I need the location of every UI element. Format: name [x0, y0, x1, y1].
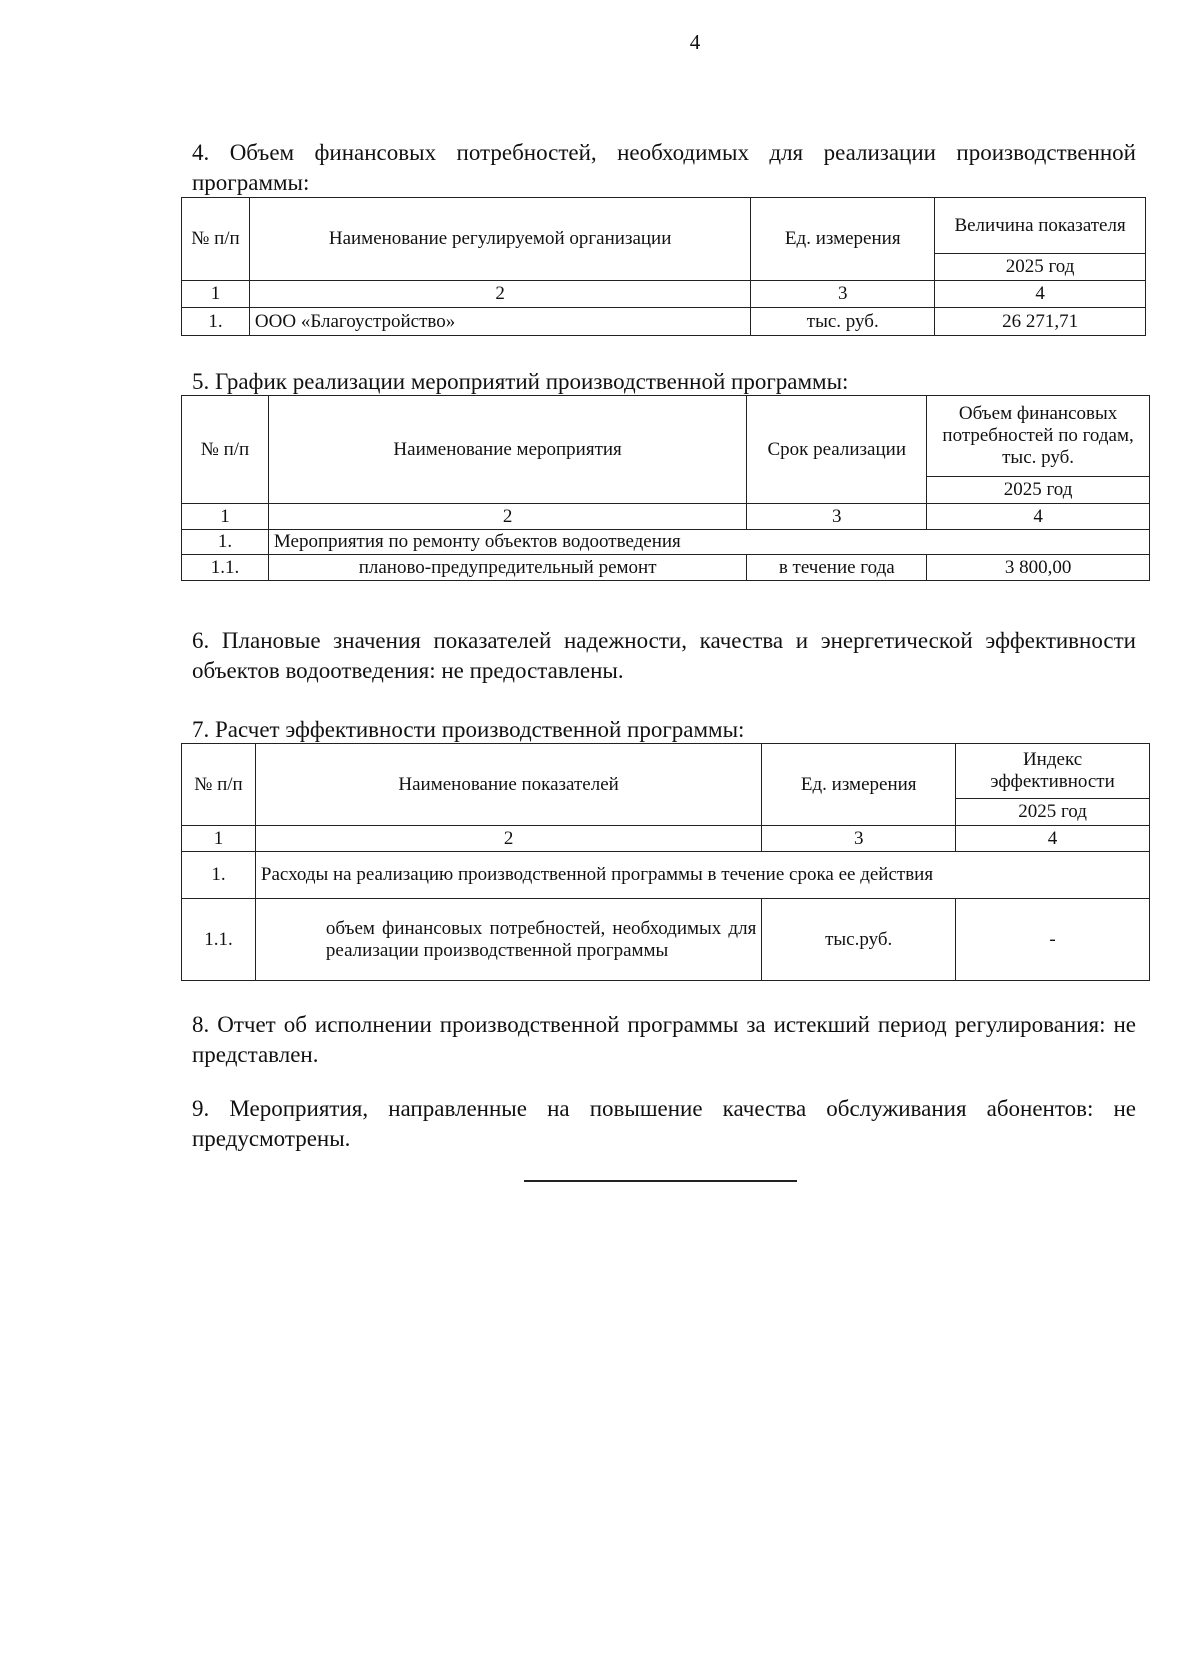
- row-num: 1.: [182, 530, 269, 555]
- unit: тыс.руб.: [762, 899, 956, 981]
- row-num: 1.1.: [182, 555, 269, 581]
- header-unit: Ед. измерения: [751, 198, 935, 281]
- header-term: Срок реализации: [747, 396, 927, 504]
- group-title: Мероприятия по ремонту объектов водоотведения: [268, 530, 1149, 555]
- table-row: [182, 308, 1146, 336]
- section-4-title: 4. Объем финансовых потребностей, необходимых для реализации производственной программы:: [192, 140, 1136, 195]
- header-org-name: Наименование регулируемой организации: [249, 198, 750, 281]
- col-number: 2: [268, 504, 746, 530]
- header-year: 2025 год: [935, 254, 1146, 281]
- column-numbers-row: [182, 281, 1146, 308]
- header-num: № п/п: [182, 198, 250, 281]
- row-num: 1.: [182, 852, 256, 899]
- col-number: 1: [182, 826, 256, 852]
- financial-needs-table: [181, 197, 1146, 336]
- unit: тыс. руб.: [751, 308, 935, 336]
- col-number: 3: [762, 826, 956, 852]
- section-6-text: 6. Плановые значения показателей надежности, качества и энергетической эффективности объектов водоотведения: не предоставлены.: [192, 628, 1136, 683]
- header-measure-name: Наименование мероприятия: [268, 396, 746, 504]
- section-9-text: 9. Мероприятия, направленные на повышение качества обслуживания абонентов: не предусмотрены.: [192, 1096, 1136, 1151]
- group-row: [182, 852, 1150, 899]
- group-row: [182, 530, 1150, 555]
- col-number: 4: [935, 281, 1146, 308]
- col-number: 2: [249, 281, 750, 308]
- term: в течение года: [747, 555, 927, 581]
- end-divider: [524, 1180, 797, 1182]
- row-num: 1.1.: [182, 899, 256, 981]
- header-indicator-name: Наименование показателей: [255, 744, 761, 826]
- schedule-table: [181, 395, 1150, 581]
- header-num: № п/п: [182, 396, 269, 504]
- header-num: № п/п: [182, 744, 256, 826]
- table-row: [182, 899, 1150, 981]
- header-index: Индекс эффективности: [956, 744, 1150, 799]
- header-year: 2025 год: [956, 799, 1150, 826]
- row-num: 1.: [182, 308, 250, 336]
- header-unit: Ед. измерения: [762, 744, 956, 826]
- header-year: 2025 год: [927, 477, 1150, 504]
- value: -: [956, 899, 1150, 981]
- group-title: Расходы на реализацию производственной программы в течение срока ее действия: [255, 852, 1149, 899]
- table-row: [182, 555, 1150, 581]
- header-value: Величина показателя: [935, 198, 1146, 254]
- col-number: 4: [956, 826, 1150, 852]
- value: 26 271,71: [935, 308, 1146, 336]
- page-number: 4: [689, 30, 701, 54]
- header-volume: Объем финансовых потребностей по годам, тыс. руб.: [927, 396, 1150, 477]
- org-name: ООО «Благоустройство»: [249, 308, 750, 336]
- section-7-title: 7. Расчет эффективности производственной программы:: [192, 717, 745, 742]
- column-numbers-row: [182, 504, 1150, 530]
- measure-name: планово-предупредительный ремонт: [268, 555, 746, 581]
- col-number: 4: [927, 504, 1150, 530]
- section-8-text: 8. Отчет об исполнении производственной программы за истекший период регулирования: не представлен.: [192, 1012, 1136, 1067]
- efficiency-table: [181, 743, 1150, 981]
- value: 3 800,00: [927, 555, 1150, 581]
- col-number: 3: [751, 281, 935, 308]
- column-numbers-row: [182, 826, 1150, 852]
- col-number: 2: [255, 826, 761, 852]
- col-number: 1: [182, 281, 250, 308]
- col-number: 1: [182, 504, 269, 530]
- col-number: 3: [747, 504, 927, 530]
- section-5-title: 5. График реализации мероприятий производственной программы:: [192, 369, 849, 394]
- indicator-name: объем финансовых потребностей, необходимых для реализации производственной программы: [255, 899, 761, 981]
